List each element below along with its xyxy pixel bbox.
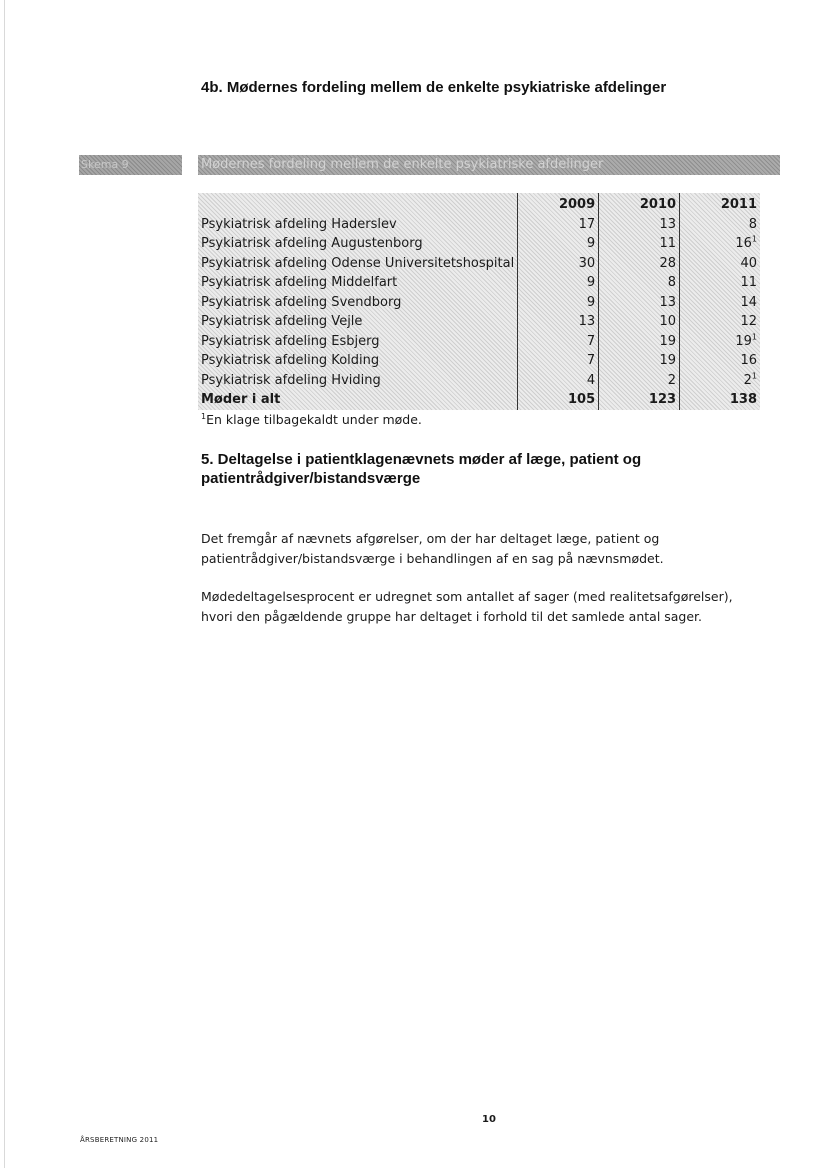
table-row [198, 312, 760, 332]
row-label [198, 254, 518, 274]
table-row [198, 234, 760, 254]
cell-2010 [599, 273, 680, 293]
row-label-value: Psykiatrisk afdeling Vejle [201, 314, 363, 330]
page-margin-line [4, 0, 5, 1168]
row-label [198, 293, 518, 313]
cell-2009-value: 13 [578, 314, 596, 330]
cell-2010 [599, 351, 680, 371]
cell-2010 [599, 254, 680, 274]
cell-2009 [518, 273, 599, 293]
table-row [198, 254, 760, 274]
cell-2009 [518, 332, 599, 352]
cell-2010-value: 19 [659, 353, 677, 369]
footnote-reference: 1 [751, 371, 757, 381]
cell-2009-value: 9 [586, 294, 596, 310]
cell-2009-value: 9 [586, 236, 596, 252]
cell-2011 [680, 254, 760, 274]
header-2010: 2010 [599, 193, 680, 215]
paragraph-2: Mødedeltagelsesprocent er udregnet som antallet af sager (med realitetsafgørelser), hvori den pågældende gruppe har deltaget i forhold til det samlede antal sager. [201, 589, 733, 624]
cell-2011 [680, 351, 760, 371]
cell-2011 [680, 234, 760, 254]
cell-2009 [518, 293, 599, 313]
row-label-value: Psykiatrisk afdeling Kolding [201, 353, 380, 369]
row-label-value: Psykiatrisk afdeling Odense Universitetshospital [201, 255, 515, 271]
paragraph-1: Det fremgår af nævnets afgørelser, om der har deltaget læge, patient og patientrådgiver/bistandsværge i behandlingen af en sag på nævnsmødet. [201, 531, 664, 566]
cell-2010 [599, 371, 680, 391]
cell-2009-value: 9 [586, 275, 596, 291]
total-2010: 123 [599, 390, 680, 410]
cell-2010-value: 28 [659, 255, 677, 271]
row-label [198, 351, 518, 371]
cell-2010 [599, 293, 680, 313]
page-number: 10 [482, 1114, 496, 1125]
section5-heading: 5. Deltagelse i patientklagenævnets møder af læge, patient og patientrådgiver/bistandsværge [201, 451, 642, 487]
table-header-row [198, 193, 760, 215]
table-row [198, 332, 760, 352]
table-row [198, 371, 760, 391]
cell-2011-value: 11 [740, 275, 757, 291]
cell-2009 [518, 215, 599, 235]
cell-2009-value: 4 [586, 372, 596, 388]
cell-2011 [680, 273, 760, 293]
table-row [198, 293, 760, 313]
cell-2009-value: 17 [578, 216, 596, 232]
table-row [198, 273, 760, 293]
cell-2011-value: 8 [748, 216, 757, 232]
row-label-value: Psykiatrisk afdeling Svendborg [201, 294, 402, 310]
table-row [198, 351, 760, 371]
cell-2010 [599, 312, 680, 332]
cell-2009-value: 7 [586, 333, 596, 349]
footnote-text: En klage tilbagekaldt under møde. [206, 412, 422, 427]
row-label-value: Psykiatrisk afdeling Esbjerg [201, 333, 380, 349]
cell-2009 [518, 312, 599, 332]
cell-2010-value: 11 [659, 236, 677, 252]
cell-2011 [680, 312, 760, 332]
table-caption: Mødernes fordeling mellem de enkelte psykiatriske afdelinger [198, 155, 780, 175]
cell-2010-value: 13 [659, 216, 677, 232]
cell-2010 [599, 234, 680, 254]
header-2011: 2011 [680, 193, 760, 215]
total-2009: 105 [518, 390, 599, 410]
cell-2011-value: 19 [735, 333, 752, 349]
total-label: Møder i alt [201, 392, 281, 408]
row-label [198, 371, 518, 391]
total-2011: 138 [680, 390, 760, 410]
row-label [198, 234, 518, 254]
section-heading: 4b. Mødernes fordeling mellem de enkelte psykiatriske afdelinger [201, 79, 667, 96]
cell-2011-value: 12 [740, 314, 757, 330]
cell-2011-value: 16 [735, 236, 752, 252]
cell-2010 [599, 332, 680, 352]
cell-2009-value: 7 [586, 353, 596, 369]
cell-2011-value: 2 [743, 372, 752, 388]
header-label-cell [198, 193, 518, 215]
cell-2010-value: 2 [667, 372, 677, 388]
row-label-value: Psykiatrisk afdeling Hviding [201, 372, 381, 388]
cell-2009 [518, 254, 599, 274]
cell-2010-value: 8 [667, 275, 677, 291]
total-row [198, 390, 760, 410]
cell-2009 [518, 351, 599, 371]
footnote-reference: 1 [751, 234, 757, 244]
cell-2009-value: 30 [578, 255, 596, 271]
row-label [198, 332, 518, 352]
table-row [198, 215, 760, 235]
cell-2011 [680, 332, 760, 352]
cell-2009 [518, 371, 599, 391]
table-label: Skema 9 [79, 155, 182, 175]
header-2009: 2009 [518, 193, 599, 215]
row-label [198, 312, 518, 332]
cell-2011 [680, 215, 760, 235]
meetings-table [198, 193, 760, 410]
row-label-value: Psykiatrisk afdeling Augustenborg [201, 236, 423, 252]
cell-2010-value: 10 [659, 314, 677, 330]
row-label [198, 215, 518, 235]
table-body [198, 215, 760, 391]
cell-2010-value: 19 [659, 333, 677, 349]
footnote [201, 412, 422, 427]
cell-2011-value: 16 [740, 353, 757, 369]
cell-2011 [680, 293, 760, 313]
row-label [198, 273, 518, 293]
cell-2011-value: 40 [740, 255, 757, 271]
cell-2010 [599, 215, 680, 235]
footnote-reference: 1 [751, 332, 757, 342]
cell-2011-value: 14 [740, 294, 757, 310]
footnote-marker: 1 [201, 411, 207, 421]
cell-2011 [680, 371, 760, 391]
cell-2010-value: 13 [659, 294, 677, 310]
row-label-value: Psykiatrisk afdeling Haderslev [201, 216, 397, 232]
row-label-value: Psykiatrisk afdeling Middelfart [201, 275, 398, 291]
footer-label: ÅRSBERETNING 2011 [80, 1136, 159, 1144]
cell-2009 [518, 234, 599, 254]
